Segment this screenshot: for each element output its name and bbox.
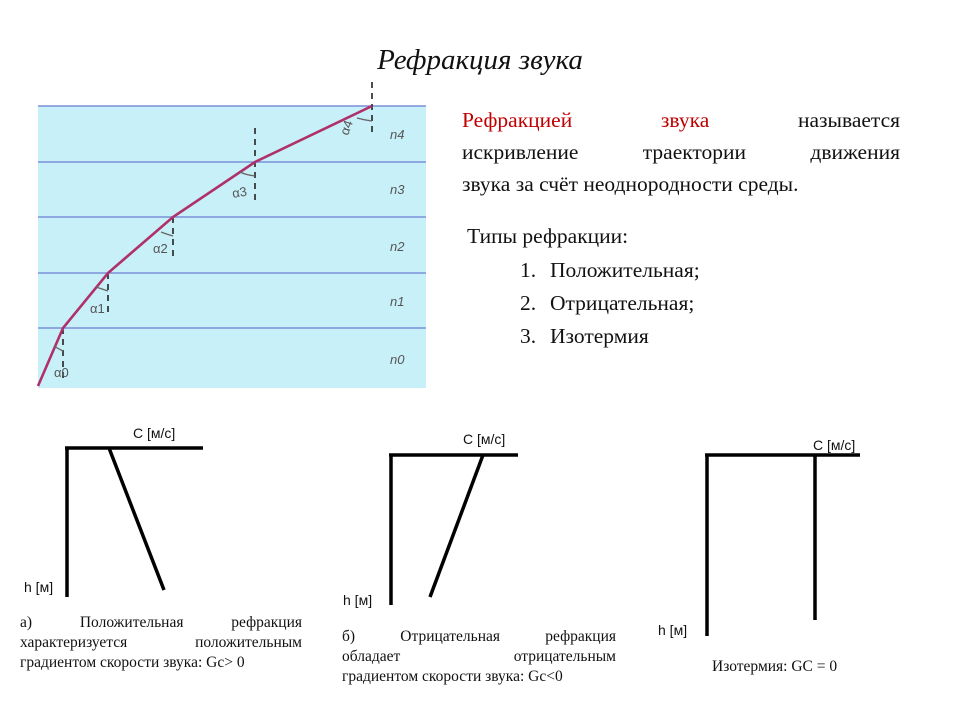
list-item-number: 2. [520,291,537,315]
list-item-label: Положительная; [550,258,700,282]
angle-label: α4 [336,118,356,138]
refraction-types-list [520,254,700,353]
caption-line: б) Отрицательная рефракция [342,628,616,645]
h-axis-label: h [м] [343,592,373,608]
definition-text [462,104,900,200]
angle-label: α1 [90,301,105,316]
c-axis-label: C [м/с] [463,431,506,447]
velocity-profile-line [109,448,164,590]
angle-label: α0 [54,365,69,380]
list-item [520,320,700,353]
layer-n0-band [38,328,426,388]
angle-label: α3 [230,183,249,201]
definition-term: Рефракцией звука [462,108,710,132]
caption-negative [342,627,616,687]
caption-line: обладает отрицательным [342,648,616,665]
layer-n2-band [38,217,426,273]
layer-label-n2: n2 [390,239,405,254]
caption-isotherm [712,657,837,677]
layer-label-n3: n3 [390,182,405,197]
definition-line-2: искривление траектории движения [462,140,900,164]
list-item [520,287,700,320]
caption-positive [20,613,302,673]
h-axis-label: h [м] [658,622,688,638]
graph-positive-refraction [20,420,240,600]
list-item-number: 1. [520,258,537,282]
layer-label-n0: n0 [390,352,405,367]
velocity-profile-line [430,455,483,597]
graph-negative-refraction [340,425,540,615]
layer-label-n4: n4 [390,127,405,142]
refraction-layers-figure [33,76,428,388]
list-item-label: Отрицательная; [550,291,695,315]
list-item [520,254,700,287]
caption-line: а) Положительная рефракция [20,614,302,631]
list-item-number: 3. [520,324,537,348]
h-axis-label: h [м] [24,579,54,595]
angle-label: α2 [153,241,168,256]
definition-line-3: звука за счёт неоднородности среды. [462,172,799,196]
list-item-label: Изотермия [550,324,649,348]
graph-isotherm [655,430,875,640]
refraction-types-heading: Типы рефракции: [467,224,629,248]
caption-line: градиентом скорости звука: Gс> 0 [20,654,245,671]
layer-n4-band [38,106,426,162]
c-axis-label: C [м/с] [813,437,856,453]
caption-line: градиентом скорости звука: Gc<0 [342,668,563,685]
caption-line: Изотермия: GC = 0 [712,658,838,675]
c-axis-label: C [м/с] [133,425,176,441]
slide-title: Рефракция звука [377,44,583,76]
definition-rest-1: называется [797,108,900,132]
layer-label-n1: n1 [390,294,405,309]
caption-line: характеризуется положительным [20,634,302,651]
definition-line-1 [462,104,900,136]
